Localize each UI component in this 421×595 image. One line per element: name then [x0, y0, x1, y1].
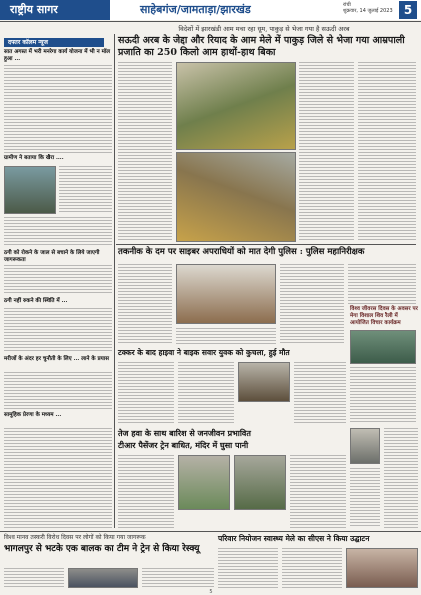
lead-photo-mangoes	[176, 62, 296, 150]
story2-text-col-2	[280, 264, 344, 344]
section-label: दफ्तर कॉलम न्यूज	[4, 38, 104, 47]
story2-text-col-1	[118, 264, 172, 344]
left-text-block-3	[4, 217, 112, 247]
left-headline-4: ठगी नहीं रुकने की स्थिति में ...	[4, 298, 68, 304]
left-text-block-2	[59, 166, 112, 214]
date-box	[343, 2, 393, 14]
footer-folio: 5	[209, 589, 213, 595]
lead-text-col-2	[299, 62, 354, 242]
left-headline-1: सात अगस्त में भरी मनरेगा कार्य योजना में भी न मॉल हुआ ...	[4, 49, 111, 62]
story2-headline: तकनीक के दम पर साइबर अपराधियों को मात देगी पुलिस : पुलिस महानिरीक्षक	[118, 247, 365, 257]
right-box-headline: विश्व जीवरस दिवस के अवसर पर मेगा विशाल शिव रैली में आयोजित विचार कार्यक्रम	[350, 306, 418, 326]
bottom-right-text-2	[282, 548, 342, 588]
story4-headline-line2: टीआर पैसेंजर ट्रेन बाधित, मंदिर में घुसा पानी	[118, 440, 249, 450]
bottom-right-photo	[346, 548, 418, 588]
page-section-title: साहेबगंज/जामताड़ा/झारखंड	[140, 3, 251, 16]
top-strip: विदेशों में झारखंडी आम मचा रहा धूम, पाकुड़ से भेजा गया है सऊदी अरब	[178, 25, 350, 33]
bottom-left-strip: विश्व मानव तस्करी विरोध दिवस पर लोगों को किया गया जागरूक	[4, 534, 146, 541]
page-number: 5	[399, 1, 417, 19]
left-headline-3: ठगी को रोकने के जाल से बचाने के लिये जाएगी जागरूकता	[4, 250, 100, 263]
lead-divider	[116, 244, 416, 245]
bottom-left-text-2	[142, 568, 214, 588]
story3-photo	[238, 362, 290, 402]
lead-headline: सऊदी अरब के जेद्दा और रियाद के आम मेले में पाकुड़ जिले से भेजा गया आम्रपाली प्रजाति का 250 किलो आम हाथों-हाथ बिका	[118, 35, 405, 58]
right-box-text	[350, 367, 416, 424]
story2-text-under-photo	[176, 328, 276, 344]
story4-text-col-2	[290, 455, 346, 528]
left-photo	[4, 166, 56, 214]
story3-text-col-3	[294, 362, 346, 424]
story4-headline: तेज हवा के साथ बारिश से जनजीवन प्रभावित	[118, 428, 251, 438]
left-headline-2: ग्रामीण ने बताया कि खैरा ....	[4, 155, 64, 161]
story3-text-col-1	[118, 362, 174, 424]
left-headline-5: मरीजों के अंदर हर चुनौती के लिए ... लाने के प्रयास	[4, 356, 109, 362]
date-city: रांची	[343, 2, 351, 8]
bottom-left-headline: भागलपुर से भटके एक बालक का टीम ने ट्रेन से किया रेस्क्यू	[4, 544, 200, 554]
newspaper-brand: राष्ट्रीय सागर	[0, 0, 110, 20]
story4-photo-1	[178, 455, 230, 510]
lead-text-col-3	[358, 62, 416, 242]
lead-photo-market	[176, 152, 296, 242]
masthead-divider	[0, 21, 421, 22]
story2-photo	[176, 264, 276, 324]
side-text-2	[350, 468, 380, 528]
left-text-block-4	[4, 265, 112, 295]
story3-text-col-2	[178, 362, 234, 424]
side-text	[384, 428, 418, 528]
lead-text-col-1	[118, 62, 172, 242]
story2-text-col-3	[348, 264, 416, 304]
bottom-left-photo	[68, 568, 138, 588]
left-text-block-7	[4, 428, 112, 528]
bottom-right-headline: परिवार नियोजन स्वास्थ्य मेले का सीएस ने किया उद्घाटन	[218, 534, 370, 543]
left-text-block-1	[4, 65, 112, 153]
story3-headline: टक्कर के बाद हाइवा ने बाइक सवार युवक को कुचला, हुई मौत	[118, 348, 290, 357]
story4-photo-2	[234, 455, 286, 510]
bottom-left-text-1	[4, 568, 64, 588]
story4-text-col-1	[118, 455, 174, 528]
left-text-block-6	[4, 372, 112, 410]
left-text-block-5	[4, 308, 112, 353]
date-line: शुक्रवार, 14 जुलाई 2023	[343, 8, 393, 14]
column-divider	[114, 34, 115, 528]
bottom-right-text-1	[218, 548, 278, 588]
right-box-photo	[350, 330, 416, 364]
left-headline-6: सामूहिक प्रेरणा के मध्यम ...	[4, 412, 62, 418]
bottom-divider	[0, 531, 421, 532]
side-photo	[350, 428, 380, 464]
